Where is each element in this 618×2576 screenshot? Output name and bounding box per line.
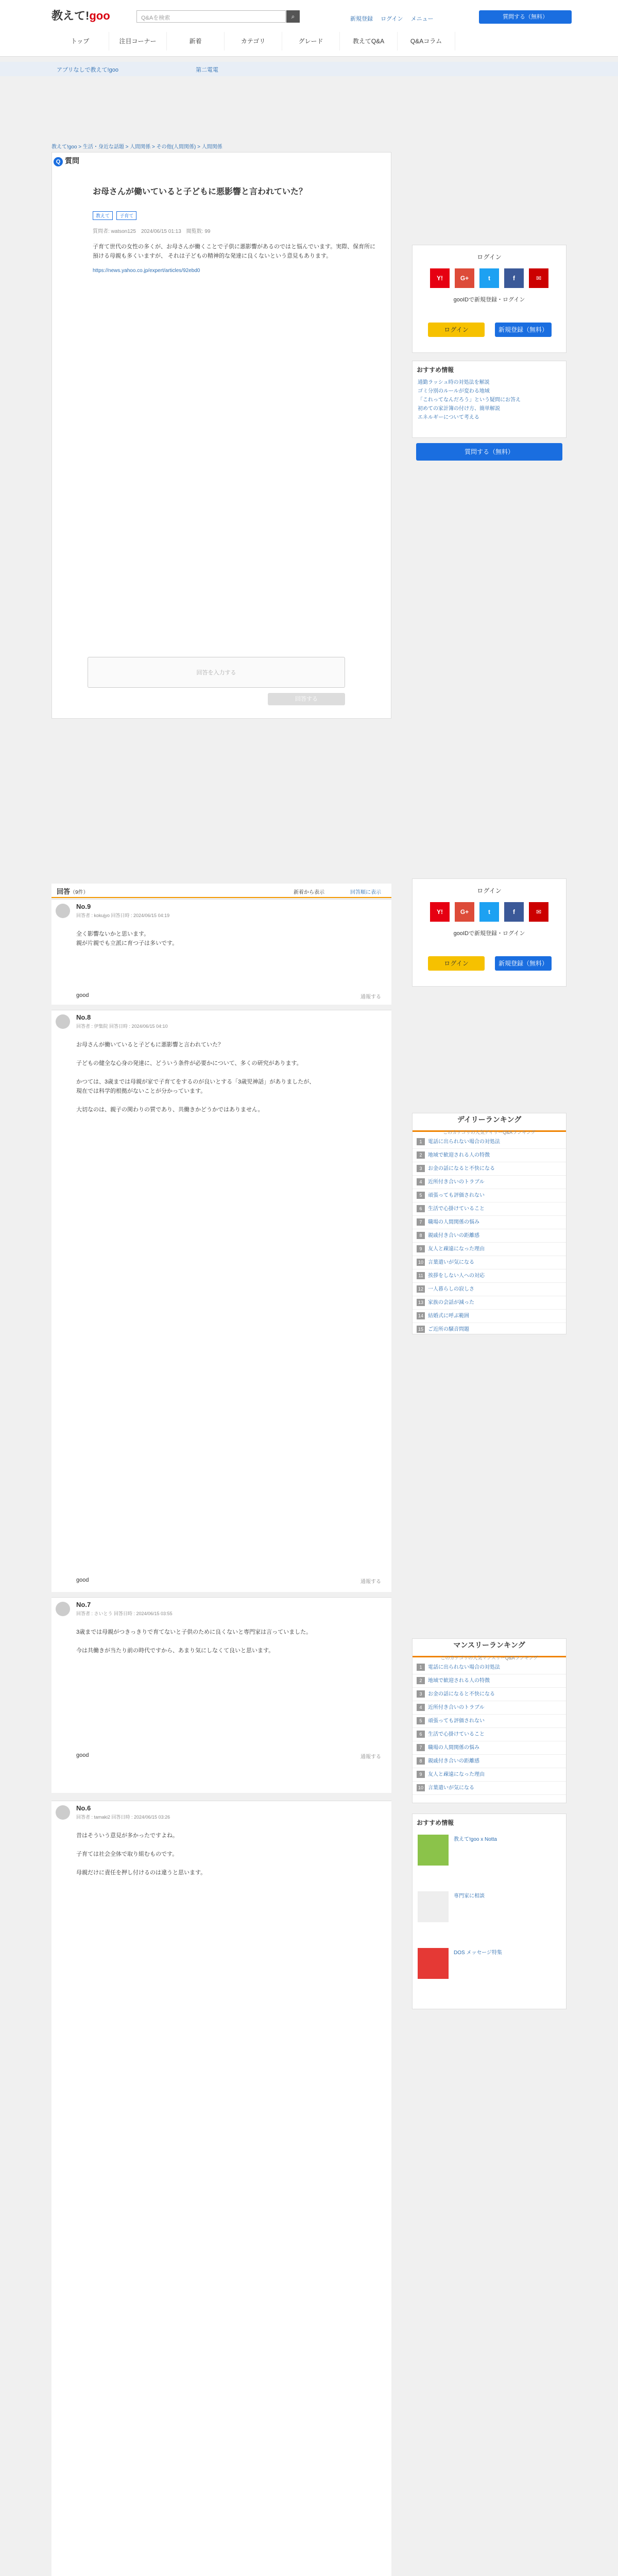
rank-label: 頑張っても評価されない [428,1193,485,1198]
answer-input[interactable]: 回答を入力する [88,657,345,688]
rank-number: 3 [417,1690,425,1698]
rank-number: 1 [417,1664,425,1671]
answer-number: No.8 [76,1013,91,1021]
question-link[interactable]: https://news.yahoo.co.jp/expert/articles/92ebd0 [93,268,200,274]
rank-number: 13 [417,1299,425,1306]
breadcrumb[interactable]: 教えて!goo > 生活・身近な話題 > 人間関係 > その他(人間関係) > 人間関係 [52,144,222,150]
ranking-item[interactable] [413,1202,566,1216]
question-title: お母さんが働いていると子どもに悪影響と言われていた？ [93,188,307,196]
ask-question-side-button[interactable]: 質問する（無料） [416,443,562,461]
ranking-item[interactable] [413,1176,566,1189]
rank-label: ご近所の騒音問題 [428,1327,469,1332]
rank-label: 生活で心掛けていること [428,1732,485,1737]
ranking-item[interactable] [413,1189,566,1202]
nav-category[interactable]: カテゴリ [225,32,282,50]
login-link[interactable]: ログイン [381,16,403,22]
rank-label: 近所付き合いのトラブル [428,1179,485,1185]
answer-number: No.6 [76,1804,91,1812]
report-link[interactable]: 通報する [360,1579,381,1585]
ranking-item[interactable] [413,1782,566,1795]
rank-number: 15 [417,1326,425,1333]
recommend-list [418,378,566,422]
yahoo-icon[interactable]: Y! [430,268,450,288]
rank-label: 親戚付き合いの距離感 [428,1233,479,1239]
register-link[interactable]: 新規登録 [350,16,373,22]
google-icon[interactable]: G+ [455,902,474,922]
recommend-box-2 [412,1814,566,2009]
recommend-box [412,361,566,438]
rank-label: 親戚付き合いの距離感 [428,1758,479,1764]
answer-number: No.7 [76,1601,91,1608]
nav-featured[interactable]: 注目コーナー [109,32,167,50]
sort-newest[interactable]: 新着から表示 [294,890,324,895]
ad-thumb[interactable] [418,1948,449,1979]
answer-body: お母さんが働いていると子どもに悪影響と言われていた？ 子どもの健全な心身の発達に、どういう条件が必要かについて、多くの研究があります。 かつては、3歳までは母親が家で子育てをするのが良いとする「3歳児神話」がありましたが、 現在では科学的根拠がないことが分かっています。 大切なのは、親子の関わりの質であり、共働きかどうかではありません。 [76,1042,315,1113]
app-link[interactable]: アプリなしで教えて!goo [57,67,118,73]
ad-link[interactable]: 専門家に相談 [454,1893,485,1899]
ad-link[interactable]: DOS メッセージ特集 [454,1950,502,1956]
good-button[interactable]: good [76,1577,89,1583]
login-sub: gooIDで新規登録・ログイン [453,930,525,937]
rank-label: 職場の人間関係の悩み [428,1219,479,1225]
question-body: 子育て世代の女性の多くが、お母さんが働くことで子供に悪影響があるのではと悩んでいます。実際、保育所に預ける母親も多くいますが、 それは子どもの精神的な発達に良くないという意見もあります。 [93,244,376,259]
avatar [56,904,70,918]
recommend-item[interactable]: 初めての家計簿の付け方、簡単解説 [418,406,500,412]
answers-header [52,884,391,898]
login-title: ログイン [477,887,502,894]
daily-ranking-title: デイリーランキング [413,1113,566,1132]
rank-number: 11 [417,1272,425,1279]
rank-number: 10 [417,1259,425,1266]
ranking-item[interactable] [413,1310,566,1323]
answer-submit-button[interactable]: 回答する [268,693,345,705]
answer-body: 昔はそういう意見が多かったですよね。 子育ては社会全体で取り組むものです。 母親だけに責任を押し付けるのは違うと思います。 [76,1833,207,1876]
ranking-item[interactable] [413,1768,566,1782]
ranking-item[interactable] [413,1728,566,1741]
rank-number: 12 [417,1285,425,1293]
rank-label: 電話に出られない場合の対処法 [428,1665,500,1670]
tag[interactable]: 子育て [116,211,136,220]
rank-label: 電話に出られない場合の対処法 [428,1139,500,1145]
rank-label: 頑張っても評価されない [428,1718,485,1724]
rank-label: 友人と疎遠になった理由 [428,1772,485,1777]
daily-ranking-sub: このカテゴリの人気デイリーQ&Aランキング [443,1130,536,1135]
rank-number: 8 [417,1757,425,1765]
ranking-item[interactable] [413,1755,566,1768]
rank-label: 地域で歓迎される人の特徴 [428,1153,490,1158]
rank-label: 家族の会話が減った [428,1300,474,1306]
rank-label: お金の話になると不快になる [428,1691,495,1697]
answer-meta: 回答者 : さいとう 回答日時 : 2024/06/15 03:55 [76,1611,173,1616]
answer-meta: 回答者 : 伊集院 回答日時 : 2024/06/15 04:10 [76,1024,168,1029]
q-icon: Q [54,157,63,166]
nav-column[interactable]: Q&Aコラム [398,32,455,50]
ranking-item[interactable] [413,1688,566,1701]
recommend-title: おすすめ情報 [417,366,454,374]
rank-number: 3 [417,1165,425,1172]
ranking-item[interactable] [413,1229,566,1243]
ranking-item[interactable] [413,1715,566,1728]
register-button[interactable]: 新規登録（無料） [495,956,552,971]
ranking-item[interactable] [413,1674,566,1688]
answer-meta: 回答者 : tamaki2 回答日時 : 2024/06/15 03:26 [76,1815,170,1820]
monthly-ranking-title: マンスリーランキング [413,1639,566,1657]
report-link[interactable]: 通報する [360,1754,381,1760]
mail-icon[interactable]: ✉ [529,268,548,288]
monthly-ranking-sub: このカテゴリの人気マンスリーQ&Aランキング [440,1655,538,1660]
ranking-item[interactable] [413,1741,566,1755]
recommend-item[interactable]: 「これってなんだろう」という疑問にお答え [418,397,521,403]
ad-link[interactable]: 教えて!goo x Notta [454,1837,497,1842]
answer-item [52,899,391,1005]
report-link[interactable]: 通報する [360,994,381,1000]
site-header [0,0,618,57]
rank-label: 生活で心掛けていること [428,1206,485,1212]
rank-label: 地域で歓迎される人の特徴 [428,1678,490,1684]
nav-new[interactable]: 新着 [167,32,225,50]
rank-number: 9 [417,1245,425,1252]
social-icons [413,268,566,288]
twitter-icon[interactable]: t [479,268,499,288]
ranking-item[interactable] [413,1256,566,1269]
login-title: ログイン [477,253,502,261]
rank-number: 8 [417,1232,425,1239]
answer-body: 全く影響ないかと思います。 親が片親でも立派に育つ子は多いです。 [76,931,178,946]
rank-number: 2 [417,1677,425,1684]
answers-title: 回答（9件） [57,888,89,895]
mail-icon[interactable]: ✉ [529,902,548,922]
header-links [350,14,440,23]
answer-item [52,1801,391,2576]
rank-number: 1 [417,1138,425,1145]
sort-order[interactable]: 回答順に表示 [350,890,381,895]
recommend-title: おすすめ情報 [417,1819,454,1826]
rank-number: 4 [417,1178,425,1185]
ranking-item[interactable] [413,1136,566,1149]
rank-number: 7 [417,1218,425,1226]
avatar [56,1014,70,1029]
ranking-item[interactable] [413,1323,566,1336]
daily-ranking-list [413,1136,566,1336]
nav-top[interactable]: トップ [52,32,109,50]
ask-question-button[interactable]: 質問する（無料） [479,10,572,24]
question-card [52,152,391,719]
nav-qa[interactable]: 教えてQ&A [340,32,398,50]
register-button[interactable]: 新規登録（無料） [495,323,552,337]
rank-label: 挨拶をしない人への対応 [428,1273,485,1279]
recommend-item[interactable]: ゴミ分別のルールが変わる地域 [418,388,490,394]
ranking-item[interactable] [413,1216,566,1229]
ranking-item[interactable] [413,1149,566,1162]
yahoo-icon[interactable]: Y! [430,902,450,922]
google-icon[interactable]: G+ [455,268,474,288]
ranking-item[interactable] [413,1296,566,1310]
facebook-icon[interactable]: f [504,902,524,922]
rank-label: 結婚式に呼ぶ範囲 [428,1313,469,1319]
answer-item [52,1010,391,1592]
question-label: Q 質問 [54,156,79,166]
ranking-item[interactable] [413,1243,566,1256]
answer-body: 3歳までは母親がつきっきりで育てないと子供のために良くないと専門家は言っていました。 今は共働きが当たり前の時代ですから、あまり気にしなくて良いと思います。 [76,1629,312,1654]
monthly-ranking [412,1638,566,1803]
answer-number: No.9 [76,903,91,910]
rank-label: 言葉遣いが気になる [428,1260,474,1265]
login-button[interactable]: ログイン [428,956,485,971]
daily-ranking [412,1113,566,1334]
tag[interactable]: 教えて [93,211,113,220]
rank-number: 6 [417,1731,425,1738]
question-tags [93,211,139,220]
ranking-item[interactable] [413,1283,566,1296]
recommend-item[interactable]: 通勤ラッシュ時の対処法を解説 [418,380,490,385]
good-button[interactable]: good [76,1752,89,1758]
ranking-item[interactable] [413,1701,566,1715]
recommend-item[interactable]: エネルギーについて考える [418,415,479,420]
rank-number: 7 [417,1744,425,1751]
login-sub: gooIDで新規登録・ログイン [453,297,525,303]
ad-thumb[interactable] [418,1835,449,1866]
rank-label: 近所付き合いのトラブル [428,1705,485,1710]
rank-number: 5 [417,1717,425,1724]
facebook-icon[interactable]: f [504,268,524,288]
good-button[interactable]: good [76,992,89,998]
sub-nav [0,62,618,76]
answer-meta: 回答者 : kokujyo 回答日時 : 2024/06/15 04:19 [76,913,170,918]
twitter-icon[interactable]: t [479,902,499,922]
rank-label: 言葉遣いが気になる [428,1785,474,1791]
ranking-item[interactable] [413,1661,566,1674]
rank-label: お金の話になると不快になる [428,1166,495,1172]
ad-thumb[interactable] [418,1891,449,1922]
rank-number: 14 [417,1312,425,1319]
search-icon[interactable]: ⌕ [286,10,300,23]
avatar [56,1602,70,1616]
login-box [412,245,566,353]
rank-number: 5 [417,1192,425,1199]
site-logo[interactable]: 教えて!goo [52,9,110,22]
social-icons [413,902,566,922]
rank-label: 友人と疎遠になった理由 [428,1246,485,1252]
rank-number: 4 [417,1704,425,1711]
rank-number: 2 [417,1151,425,1159]
ranking-item[interactable] [413,1269,566,1283]
answer-item [52,1597,391,1793]
ranking-item[interactable] [413,1162,566,1176]
rank-label: 職場の人間関係の悩み [428,1745,479,1751]
main-nav [52,32,455,50]
rank-number: 6 [417,1205,425,1212]
subnav-right-link[interactable]: 第二電電 [196,67,218,73]
login-box-2 [412,878,566,987]
nav-grade[interactable]: グレード [282,32,340,50]
rank-number: 9 [417,1771,425,1778]
monthly-ranking-list [413,1661,566,1795]
rank-number: 10 [417,1784,425,1791]
question-meta: 質問者: watson125 2024/06/15 01:13 閲覧数: 99 [93,229,211,234]
search-input[interactable]: Q&Aを検索 [136,10,286,23]
rank-label: 一人暮らしの寂しさ [428,1286,474,1292]
avatar [56,1805,70,1820]
menu-link[interactable]: メニュー [410,16,434,22]
login-button[interactable]: ログイン [428,323,485,337]
